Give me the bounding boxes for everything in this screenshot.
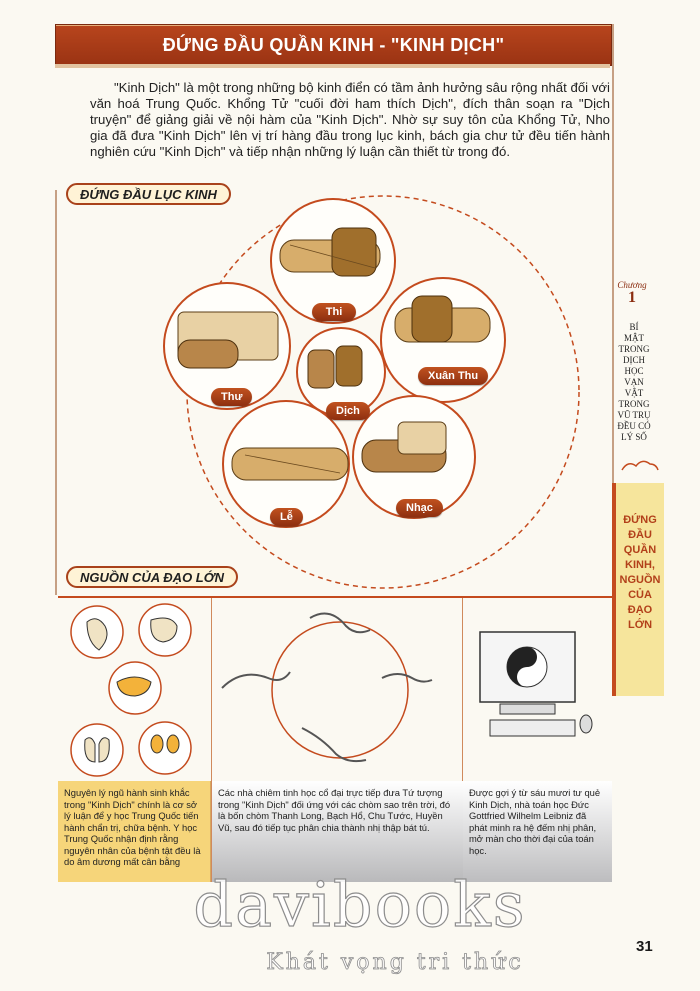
- section-tag-nguon-dao: NGUỒN CỦA ĐẠO LỚN: [66, 566, 238, 588]
- label-dich: Dịch: [326, 402, 370, 420]
- chapter-title-line: VẠN: [624, 377, 644, 387]
- watermark-tagline: Khát vọng tri thức: [266, 950, 524, 975]
- bird-icon: [222, 672, 290, 688]
- current-section-box: [612, 483, 664, 696]
- section-line: KINH,: [625, 559, 655, 571]
- section-line: LỚN: [627, 619, 653, 631]
- chapter-title-line: MẬT: [624, 333, 644, 343]
- section-line: NGUỒN: [619, 574, 661, 586]
- kidney-icon: [139, 722, 191, 774]
- chapter-title-line: DỊCH: [623, 355, 645, 365]
- chapter-title-line: TRONG: [618, 344, 650, 354]
- watermark-logo: davibooks: [193, 868, 527, 941]
- chapter-title-line: VŨ TRỤ: [617, 410, 651, 420]
- page-number: 31: [636, 938, 653, 955]
- cloud-ornament-icon: [620, 458, 660, 474]
- label-le: Lễ: [270, 508, 303, 526]
- computer-illustration: [470, 612, 610, 772]
- label-thi: Thi: [312, 303, 356, 321]
- chapter-title-line: ĐỀU CÓ: [617, 421, 651, 431]
- keyboard-icon: [490, 720, 575, 736]
- section-line: CỦA: [628, 589, 652, 601]
- chapter-title: [614, 322, 654, 443]
- chapter-marker: [617, 280, 647, 306]
- mouse-icon: [580, 715, 592, 733]
- liver-icon: [109, 662, 161, 714]
- chapter-title-line: VẬT: [624, 388, 644, 398]
- heart-icon: [71, 606, 123, 658]
- chapter-title-line: HỌC: [624, 366, 644, 376]
- section-line: ĐỨNG: [623, 514, 657, 526]
- section-tag-luc-kinh: ĐỨNG ĐẦU LỤC KINH: [66, 183, 231, 205]
- chapter-title-line: BÍ: [629, 322, 639, 332]
- orbit-circle: [272, 622, 408, 758]
- caption-binary: Được gợi ý từ sáu mươi tư quẻ Kinh Dịch, nhà toán học Đức Gottfried Wilhelm Leibniz đã phát minh ra hệ đếm nhị phân, mở màn cho thời đại của toán học.: [463, 781, 612, 882]
- dragon-icon: [310, 614, 370, 633]
- chapter-title-line: LÝ SỐ: [621, 432, 647, 442]
- left-guide-line: [55, 190, 57, 595]
- caption-astrology: Các nhà chiêm tinh học cổ đại trực tiếp đưa Tứ tượng trong "Kinh Dịch" đối ứng với các chòm sao trên trời, đó là bốn chòm Thanh Long, Bạch Hổ, Chu Tước, Huyền Vũ, sau đó tiếp tục phân chia thành nhị thập bát tú.: [212, 781, 463, 882]
- label-nhac: Nhạc: [396, 499, 443, 517]
- caption-medicine: Nguyên lý ngũ hành sinh khắc trong "Kinh Dịch" chính là cơ sở lý luận để y học Trung Quốc tiến hành chẩn trị, chữa bệnh. Y học Trung Quốc nhận định rằng nguyên nhân của bệnh tật đều là do âm dương mất cân bằng: [58, 781, 211, 882]
- title-underline: [55, 64, 610, 68]
- organ-illustrations: [65, 600, 205, 780]
- stomach-icon: [139, 604, 191, 656]
- section-line: QUẦN: [623, 544, 657, 556]
- chapter-title-line: TRONG: [618, 399, 650, 409]
- section-line: ĐẦU: [628, 529, 652, 541]
- label-thu: Thư: [211, 388, 252, 406]
- lungs-icon: [71, 724, 123, 776]
- label-xuanthu: Xuân Thu: [418, 367, 488, 385]
- section-line: ĐẠO: [627, 604, 653, 616]
- chapter-number: 1: [628, 289, 636, 306]
- page-title: ĐỨNG ĐẦU QUẦN KINH - "KINH DỊCH": [55, 24, 612, 66]
- intro-paragraph: "Kinh Dịch" là một trong những bộ kinh điển có tầm ảnh hưởng sâu rộng nhất đối với văn hoá Trung Quốc. Khổng Tử "cuối đời ham thích Dịch", đích thân soạn ra "Dịch truyện" để giảng giải về nội hàm của "Kinh Dịch". Nhờ sự suy tôn của Khổng Tử, Nho gia đã đưa "Kinh Dịch" lên vị trí hàng đầu trong lục kinh, bách gia chư tử đều tiến hành nghiên cứu "Kinh Dịch" và tiếp nhận những lý luận cần thiết từ trong đó.: [90, 80, 610, 159]
- chapter-label: Chương: [617, 280, 647, 290]
- computer-base: [500, 704, 555, 714]
- four-symbols-illustration: [212, 598, 462, 781]
